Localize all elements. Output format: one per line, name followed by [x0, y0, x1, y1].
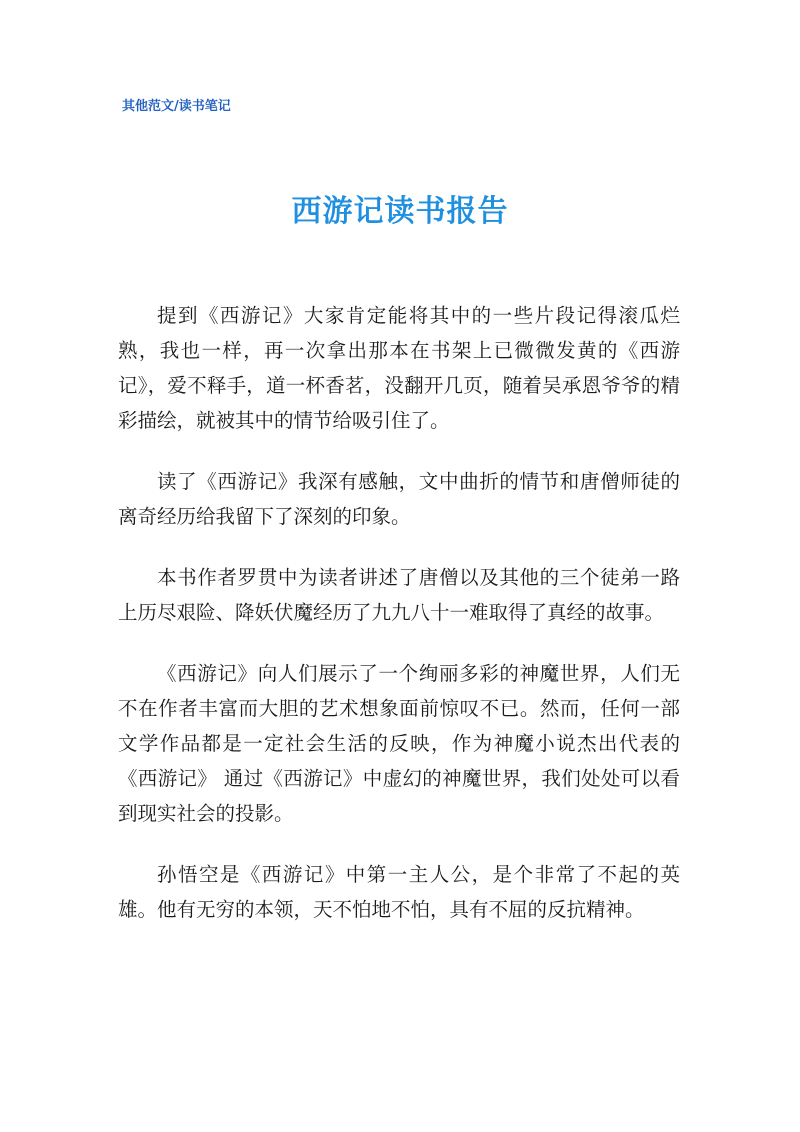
paragraph-5: 孙悟空是《西游记》中第一主人公，是个非常了不起的英雄。他有无穷的本领，天不怕地不怕，具有不屈的反抗精神。: [118, 863, 680, 921]
paragraph-4: 《西游记》向人们展示了一个绚丽多彩的神魔世界，人们无不在作者丰富而大胆的艺术想象面前惊叹不已。然而，任何一部文学作品都是一定社会生活的反映，作为神魔小说杰出代表的《西游记》 通过《西游记》中虚幻的神魔世界，我们处处可以看到现实社会的投影。: [118, 662, 680, 825]
page-title: 西游记读书报告: [291, 194, 509, 229]
paragraph-3: 本书作者罗贯中为读者讲述了唐僧以及其他的三个徒弟一路上历尽艰险、降妖伏魔经历了九九八十一难取得了真经的故事。: [118, 566, 680, 624]
paragraph-1: 提到《西游记》大家肯定能将其中的一些片段记得滚瓜烂熟，我也一样，再一次拿出那本在书架上已微微发黄的《西游记》，爱不释手，道一杯香茗，没翻开几页，随着吴承恩爷爷的精彩描绘，就被其中的情节给吸引住了。: [118, 304, 680, 432]
paragraph-2: 读了《西游记》我深有感触，文中曲折的情节和唐僧师徒的离奇经历给我留下了深刻的印象。: [118, 470, 680, 528]
article-body: [118, 298, 680, 953]
breadcrumb[interactable]: 其他范文/读书笔记: [122, 99, 231, 114]
